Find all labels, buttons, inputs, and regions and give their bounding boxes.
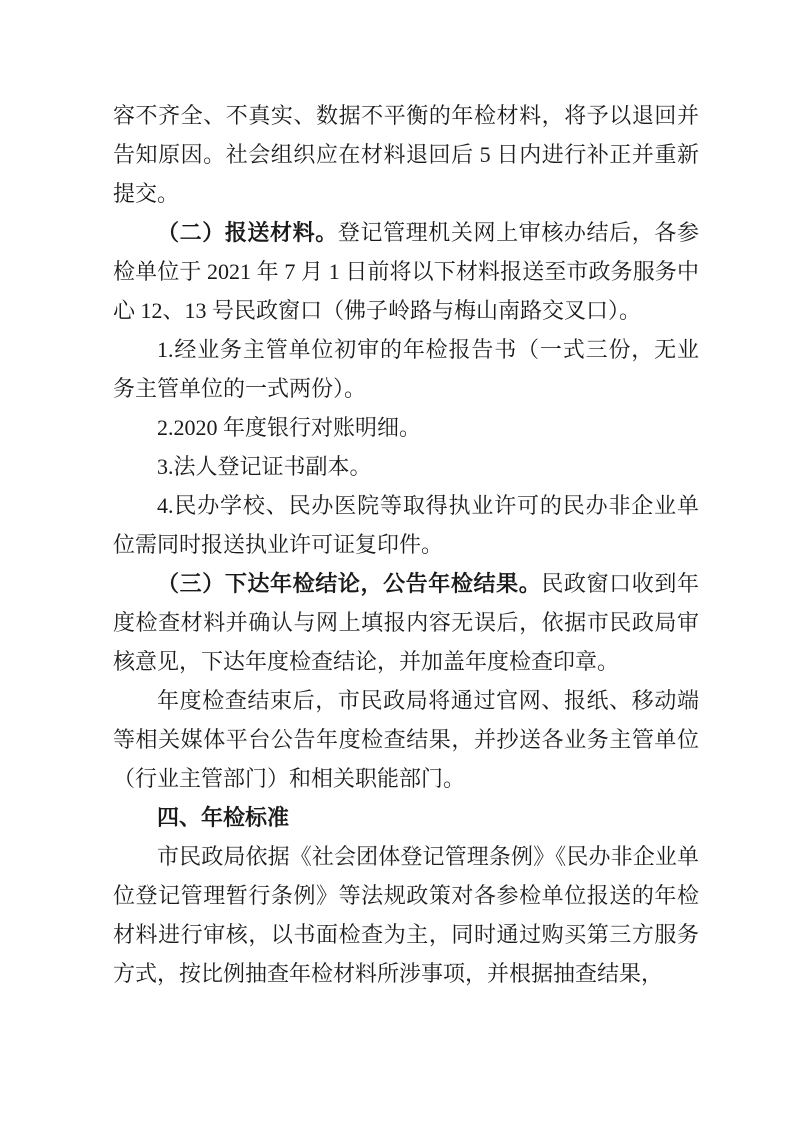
body-text: 年度检查结束后，市民政局将通过官网、报纸、移动端等相关媒体平台公告年度检查结果，并抄送各业务主管单位（行业主管部门）和相关职能部门。 <box>113 688 699 791</box>
section-heading <box>113 798 699 837</box>
paragraph <box>113 681 699 798</box>
body-text: 容不齐全、不真实、数据不平衡的年检材料，将予以退回并告知原因。社会组织应在材料退回后 5 日内进行补正并重新提交。 <box>113 103 699 206</box>
paragraph <box>113 837 699 993</box>
paragraph <box>113 408 699 447</box>
body-text: 登记管理机关网上审核办结后，各参检单位于 2021 年 7 月 1 日前将以下材料报送至市政务服务中心 12、13 号民政窗口（佛子岭路与梅山南路交叉口）。 <box>113 220 699 323</box>
emphasis-text: 四、年检标准 <box>157 805 290 830</box>
paragraph <box>113 213 699 330</box>
document-content <box>113 96 699 993</box>
body-text: 3.法人登记证书副本。 <box>157 454 372 479</box>
body-text: 民政窗口收到年度检查材料并确认与网上填报内容无误后，依据市民政局审核意见，下达年度检查结论，并加盖年度检查印章。 <box>113 571 699 674</box>
emphasis-text: （二）报送材料。 <box>157 220 338 245</box>
body-text: 1.经业务主管单位初审的年检报告书（一式三份，无业务主管单位的一式两份）。 <box>113 337 699 401</box>
body-text: 市民政局依据《社会团体登记管理条例》《民办非企业单位登记管理暂行条例》等法规政策对各参检单位报送的年检材料进行审核，以书面检查为主，同时通过购买第三方服务方式，按比例抽查年检材料所涉事项，并根据抽查结果， <box>113 844 699 986</box>
paragraph <box>113 486 699 564</box>
paragraph <box>113 96 699 213</box>
emphasis-text: （三）下达年检结论，公告年检结果。 <box>157 571 542 596</box>
paragraph <box>113 564 699 681</box>
body-text: 4.民办学校、民办医院等取得执业许可的民办非企业单位需同时报送执业许可证复印件。 <box>113 493 699 557</box>
body-text: 2.2020 年度银行对账明细。 <box>157 415 422 440</box>
paragraph <box>113 330 699 408</box>
paragraph <box>113 447 699 486</box>
